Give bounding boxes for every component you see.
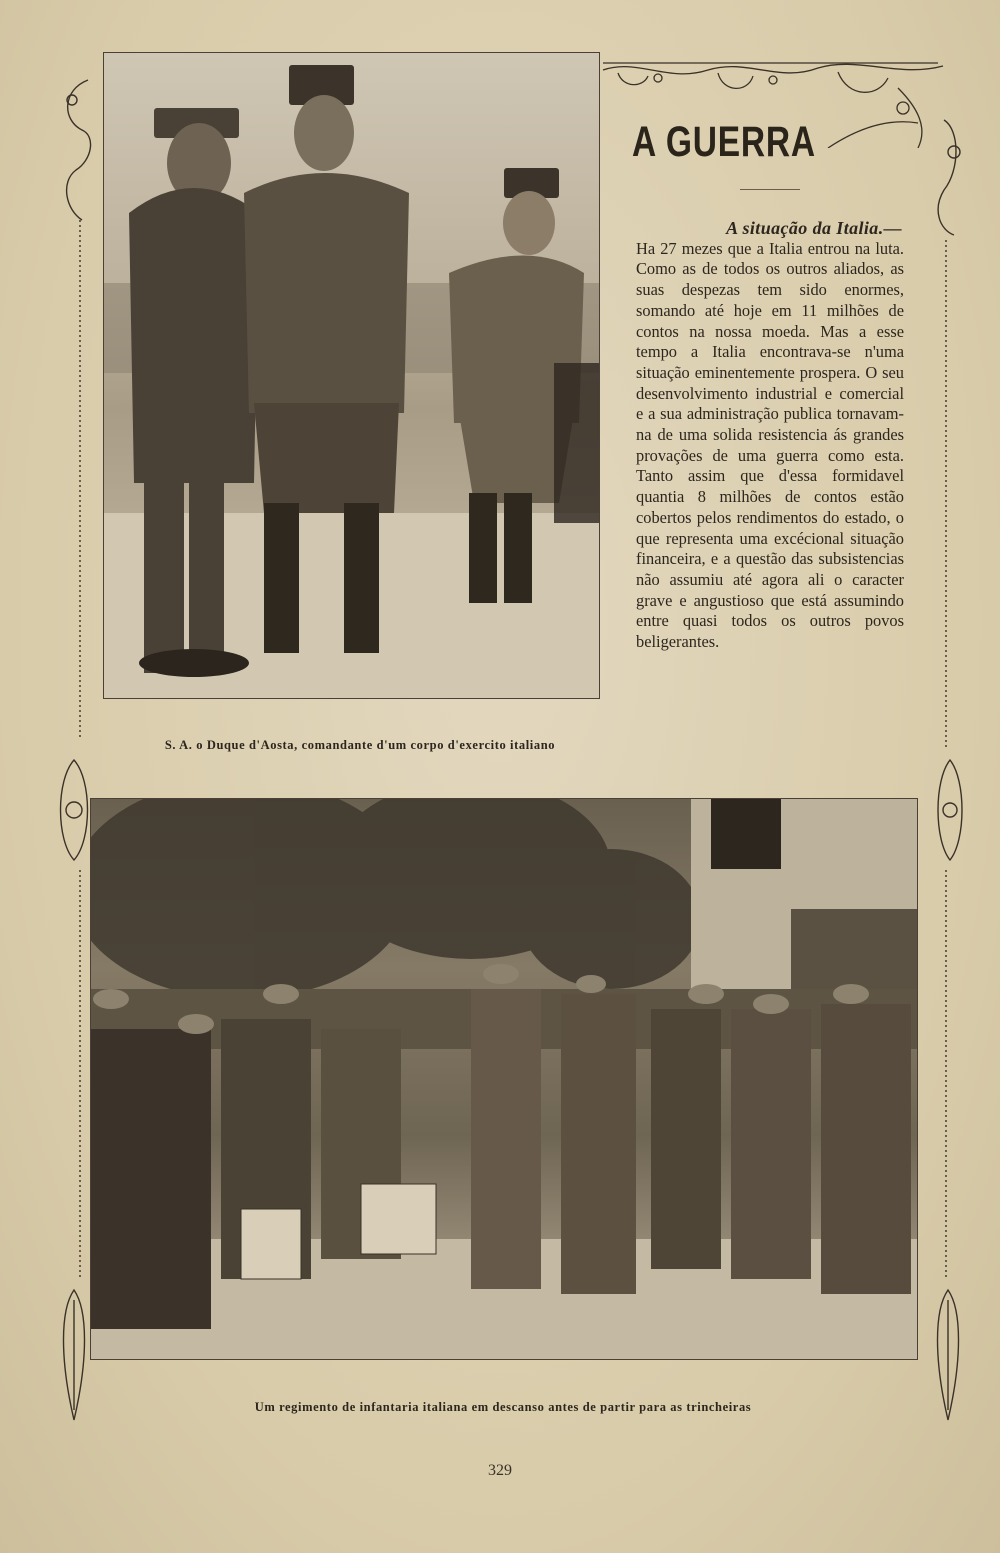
photo-infantry-regiment (90, 798, 918, 1360)
article-body: Ha 27 mezes que a Italia entrou na luta. Como as de todos os outros aliados, as suas despezas tem sido enormes, somando até hoje em 11 milhões de contos na nossa moeda. Mas a esse tempo a Italia encontrava-se n'uma situação eminentemente prospera. O seu desenvolvimento industrial e comercial e a sua administração publica tornavam-na de uma solida resistencia ás grandes provações de uma guerra como esta. Tanto assim que d'essa formidavel quantia 8 milhões de contos estão cobertos pelos rendimentos do estado, o que representa uma excécional situação financeira, e a questão das subsistencias não assumiu até agora ali o caracter grave e angustioso que está assumindo entre quasi todos os outros povos beligerantes. (636, 238, 904, 652)
photo-duke-aosta (103, 52, 600, 699)
top-photo-caption: S. A. o Duque d'Aosta, comandante d'um corpo d'exercito italiano (164, 738, 556, 752)
page-number: 329 (488, 1462, 512, 1479)
bottom-photo-caption: Um regimento de infantaria italiana em descanso antes de partir para as trincheiras (254, 1400, 752, 1414)
article-text (636, 218, 904, 653)
headline-rule (740, 189, 800, 190)
page-headline: A GUERRA (632, 118, 816, 166)
right-border-ornament (930, 60, 974, 1440)
article-lead: A situação da Italia.— (726, 218, 902, 238)
